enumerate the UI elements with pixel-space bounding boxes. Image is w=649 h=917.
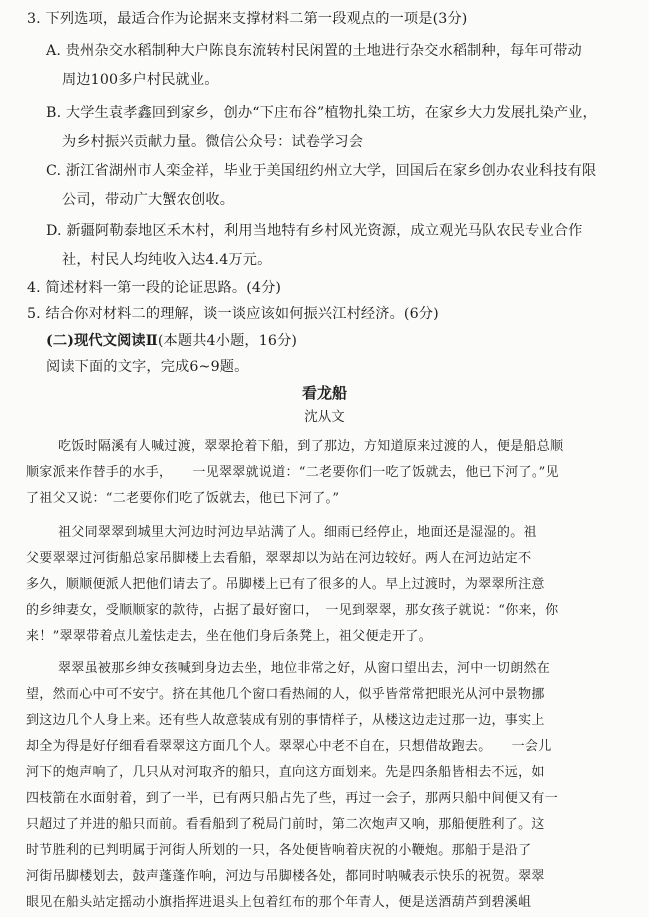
article-line: 却全为得是好仔细看看翠翠这方面几个人。翠翠心中老不自在，只想借故跑去。 一会儿 bbox=[26, 739, 552, 754]
article-line: 河街吊脚楼划去，鼓声蓬蓬作响，河边与吊脚楼各处，都同时呐喊表示快乐的祝贺。翠翠 bbox=[26, 869, 545, 884]
article-line: 祖父同翠翠到城里大河边时河边早站满了人。细雨已经停止，地面还是湿湿的。祖 bbox=[58, 525, 537, 540]
article-line: 河下的炮声响了，几只从对河取齐的船只，直向这方面划来。先是四条船皆相去不远，如 bbox=[26, 765, 545, 780]
question-4: 4. 简述材料一第一段的论证思路。(4分) bbox=[27, 280, 282, 296]
option-c-line-2: 公司，带动广大蟹农创收。 bbox=[62, 192, 235, 208]
article-line: 吃饭时隔溪有人喊过渡，翠翠抢着下船，到了那边，方知道原来过渡的人，便是船总顺 bbox=[58, 439, 564, 454]
option-d-line-1: D. 新疆阿勒泰地区禾木村，利用当地特有乡村风光资源，成立观光马队农民专业合作 bbox=[46, 223, 583, 239]
option-b-line-2: 为乡村振兴贡献力量。微信公众号：试卷学习会 bbox=[62, 134, 364, 150]
article-line: 顺家派来作替手的水手， 一见翠翠就说道：“二老要你们一吃了饭就去，他已下河了。”见 bbox=[26, 465, 559, 480]
section-heading: (二)现代文阅读Ⅱ bbox=[46, 333, 158, 349]
option-b-line-1: B. 大学生袁孝鑫回到家乡，创办“下庄布谷”植物扎染工坊，在家乡大力发展扎染产业， bbox=[46, 105, 597, 121]
article-line: 了祖父又说：“二老要你们吃了饭就去，他已下河了。” bbox=[26, 491, 340, 506]
question-5: 5. 结合你对材料二的理解，谈一谈应该如何振兴江村经济。(6分) bbox=[27, 306, 439, 322]
question-3-stem: 3. 下列选项，最适合作为论据来支撑材料二第一段观点的一项是(3分) bbox=[27, 11, 468, 27]
section-header bbox=[46, 332, 297, 350]
option-d-line-2: 社，村民人均纯收入达4.4万元。 bbox=[62, 252, 272, 268]
reading-instruction: 阅读下面的文字，完成6~9题。 bbox=[46, 359, 249, 375]
option-a-line-1: A. 贵州杂交水稻制种大户陈良东流转村民闲置的土地进行杂交水稻制种，每年可带动 bbox=[46, 43, 582, 59]
article-line: 只超过了并进的船只而前。看看船到了税局门前时，第二次炮声又响，那船便胜利了。这 bbox=[26, 817, 545, 832]
article-line: 望，然而心中可不安宁。挤在其他几个窗口看热闹的人，似乎皆常常把眼光从河中景物挪 bbox=[26, 687, 545, 702]
section-note: (本题共4小题，16分) bbox=[157, 333, 298, 349]
article-author: 沈从文 bbox=[304, 409, 345, 425]
article-line: 到这边几个人身上来。还有些人故意装成有别的事情样子，从楼这边走过那一边，事实上 bbox=[26, 713, 545, 728]
option-c-line-1: C. 浙江省湖州市人栾金祥，毕业于美国纽约州立大学，回国后在家乡创办农业科技有限 bbox=[46, 163, 597, 179]
option-a-line-2: 周边100多户村民就业。 bbox=[62, 72, 219, 88]
article-line: 翠翠虽被那乡绅女孩喊到身边去坐，地位非常之好，从窗口望出去，河中一切朗然在 bbox=[58, 661, 551, 676]
article-line: 的乡绅妻女，受顺顺家的款待，占据了最好窗口， 一见到翠翠，那女孩子就说：“你来，你 bbox=[26, 603, 559, 618]
article-line: 多久，顺顺便派人把他们请去了。吊脚楼上已有了很多的人。早上过渡时，为翠翠所注意 bbox=[26, 577, 545, 592]
article-line: 时节胜利的已判明属于河街人所划的一只，各处便皆响着庆祝的小鞭炮。那船于是沿了 bbox=[26, 843, 532, 858]
article-line: 来！”翠翠带着点儿羞怯走去，坐在他们身后条凳上，祖父便走开了。 bbox=[26, 629, 432, 644]
article-line: 四枝箭在水面射着，到了一半，已有两只船占先了些，再过一会子，那两只船中间便又有一 bbox=[26, 791, 559, 806]
article-line: 父要翠翠过河街船总家吊脚楼上去看船，翠翠却以为站在河边较好。两人在河边站定不 bbox=[26, 551, 532, 566]
article-title: 看龙船 bbox=[301, 384, 347, 402]
article-line: 眼见在船头站定摇动小旗指挥进退头上包着红布的那个年青人，便是送酒葫芦到碧溪岨 bbox=[26, 895, 532, 910]
